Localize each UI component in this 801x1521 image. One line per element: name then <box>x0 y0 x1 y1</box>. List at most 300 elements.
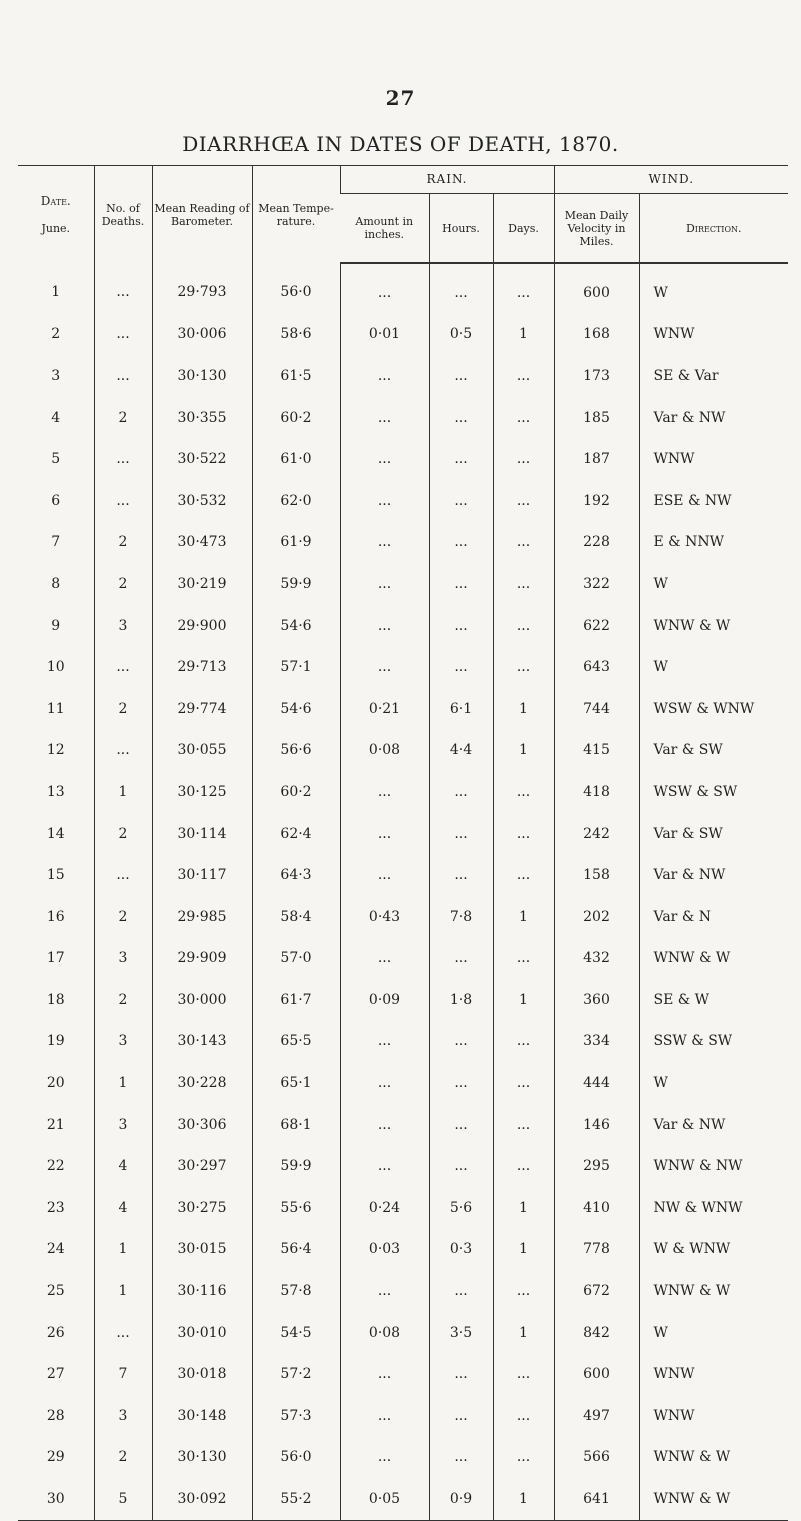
table-row <box>18 397 788 439</box>
cell-deaths: ... <box>94 355 152 397</box>
cell-wind-direction: NW & WNW <box>639 1187 788 1229</box>
cell-date: 22 <box>46 1158 65 1175</box>
cell-rain-amount: ... <box>340 263 429 314</box>
cell-wind-velocity: 410 <box>554 1187 639 1229</box>
cell-rain-hours: ... <box>429 1270 493 1312</box>
cell-barometer: 30·275 <box>152 1187 252 1229</box>
cell-rain-days: 1 <box>493 314 554 356</box>
table-row <box>18 355 788 397</box>
cell-rain-days: ... <box>493 355 554 397</box>
cell-wind-velocity: 185 <box>554 397 639 439</box>
cell-date: 13 <box>46 783 65 800</box>
cell-rain-hours: ... <box>429 480 493 522</box>
cell-wind-direction: SSW & SW <box>639 1021 788 1063</box>
cell-wind-velocity: 360 <box>554 979 639 1021</box>
cell-temperature: 57·3 <box>252 1395 340 1437</box>
cell-rain-hours: ... <box>429 938 493 980</box>
cell-barometer: 30·006 <box>152 314 252 356</box>
cell-temperature: 55·2 <box>252 1478 340 1520</box>
header-rain-amount: Amount in inches. <box>340 194 429 264</box>
cell-date: 30 <box>18 1478 94 1520</box>
cell-rain-amount: ... <box>340 438 429 480</box>
cell-date: 25 <box>46 1283 65 1300</box>
cell-barometer: 29·713 <box>152 646 252 688</box>
cell-temperature: 60·2 <box>252 771 340 813</box>
cell-deaths: ... <box>94 854 152 896</box>
cell-temperature: 58·4 <box>252 896 340 938</box>
cell-wind-velocity: 444 <box>554 1062 639 1104</box>
cell-deaths: ... <box>94 263 152 314</box>
cell-temperature: 65·5 <box>252 1021 340 1063</box>
cell-rain-amount: ... <box>340 1145 429 1187</box>
cell-rain-days: ... <box>493 1353 554 1395</box>
table-row <box>18 730 788 772</box>
cell-temperature: 61·9 <box>252 522 340 564</box>
cell-rain-amount: 0·08 <box>340 1312 429 1354</box>
cell-date: 2 <box>51 326 61 343</box>
cell-rain-amount: ... <box>340 1395 429 1437</box>
cell-rain-days: ... <box>493 1062 554 1104</box>
cell-rain-amount: ... <box>340 1437 429 1479</box>
cell-rain-amount: 0·05 <box>340 1478 429 1520</box>
cell-rain-days: ... <box>493 1437 554 1479</box>
cell-rain-hours: ... <box>429 1021 493 1063</box>
cell-date: 14 <box>46 825 65 842</box>
cell-wind-direction: Var & NW <box>639 397 788 439</box>
cell-wind-direction: WNW <box>639 1353 788 1395</box>
cell-wind-velocity: 192 <box>554 480 639 522</box>
cell-wind-direction: WNW & W <box>639 1437 788 1479</box>
cell-date: 28 <box>46 1407 65 1424</box>
cell-date: 9 <box>51 617 61 634</box>
cell-deaths: 2 <box>94 979 152 1021</box>
cell-rain-days: ... <box>493 480 554 522</box>
cell-rain-hours: ... <box>429 1145 493 1187</box>
cell-date: 16 <box>46 908 65 925</box>
cell-date: 7 <box>51 534 61 551</box>
table-row <box>18 1478 788 1520</box>
cell-date: 20 <box>46 1075 65 1092</box>
cell-rain-days: ... <box>493 854 554 896</box>
table-row <box>18 854 788 896</box>
page-title: DIARRHŒA IN DATES OF DEATH, 1870. <box>182 132 619 156</box>
cell-rain-hours: ... <box>429 646 493 688</box>
cell-temperature: 61·5 <box>252 355 340 397</box>
cell-deaths: 2 <box>94 813 152 855</box>
cell-wind-direction: ESE & NW <box>639 480 788 522</box>
header-wind-direction: Direction. <box>639 194 788 264</box>
cell-barometer: 30·055 <box>152 730 252 772</box>
cell-wind-velocity: 744 <box>554 688 639 730</box>
cell-temperature: 55·6 <box>252 1187 340 1229</box>
cell-date: 21 <box>46 1116 65 1133</box>
cell-rain-days: ... <box>493 771 554 813</box>
cell-barometer: 30·015 <box>152 1229 252 1271</box>
cell-rain-amount: ... <box>340 1062 429 1104</box>
cell-wind-direction: W <box>639 1312 788 1354</box>
cell-wind-velocity: 415 <box>554 730 639 772</box>
cell-rain-amount: ... <box>340 522 429 564</box>
table-body <box>18 263 788 1520</box>
cell-deaths: 1 <box>94 1270 152 1312</box>
table-row <box>18 438 788 480</box>
table-row <box>18 646 788 688</box>
cell-wind-direction: E & NNW <box>639 522 788 564</box>
cell-wind-direction: WSW & WNW <box>639 688 788 730</box>
cell-barometer: 30·228 <box>152 1062 252 1104</box>
cell-rain-hours: 4·4 <box>429 730 493 772</box>
cell-wind-velocity: 158 <box>554 854 639 896</box>
cell-rain-hours: ... <box>429 1395 493 1437</box>
cell-barometer: 30·355 <box>152 397 252 439</box>
cell-rain-days: ... <box>493 938 554 980</box>
cell-barometer: 30·130 <box>152 1437 252 1479</box>
header-rain-days: Days. <box>493 194 554 264</box>
header-wind-velocity: Mean Daily Velocity in Miles. <box>554 194 639 264</box>
cell-wind-velocity: 600 <box>554 263 639 314</box>
cell-rain-hours: 6·1 <box>429 688 493 730</box>
cell-temperature: 54·6 <box>252 605 340 647</box>
cell-wind-velocity: 168 <box>554 314 639 356</box>
cell-rain-hours: 0·5 <box>429 314 493 356</box>
cell-temperature: 59·9 <box>252 563 340 605</box>
table-row <box>18 314 788 356</box>
cell-temperature: 65·1 <box>252 1062 340 1104</box>
cell-barometer: 30·117 <box>152 854 252 896</box>
cell-wind-velocity: 173 <box>554 355 639 397</box>
table-row <box>18 1270 788 1312</box>
cell-rain-days: ... <box>493 605 554 647</box>
cell-deaths: ... <box>94 438 152 480</box>
cell-barometer: 30·092 <box>152 1478 252 1520</box>
cell-rain-hours: 3·5 <box>429 1312 493 1354</box>
cell-wind-velocity: 432 <box>554 938 639 980</box>
cell-temperature: 56·0 <box>252 263 340 314</box>
cell-rain-amount: ... <box>340 854 429 896</box>
cell-barometer: 30·148 <box>152 1395 252 1437</box>
cell-temperature: 59·9 <box>252 1145 340 1187</box>
table-row <box>18 1187 788 1229</box>
header-month-label: June. <box>41 221 71 235</box>
cell-deaths: ... <box>94 646 152 688</box>
cell-rain-hours: ... <box>429 263 493 314</box>
cell-barometer: 30·143 <box>152 1021 252 1063</box>
cell-barometer: 30·473 <box>152 522 252 564</box>
cell-rain-days: 1 <box>493 979 554 1021</box>
cell-date: 1 <box>51 284 61 301</box>
cell-deaths: 2 <box>94 563 152 605</box>
cell-wind-direction: SE & Var <box>639 355 788 397</box>
cell-wind-direction: WNW <box>639 438 788 480</box>
cell-wind-velocity: 187 <box>554 438 639 480</box>
cell-barometer: 30·000 <box>152 979 252 1021</box>
cell-deaths: 1 <box>94 771 152 813</box>
cell-barometer: 30·116 <box>152 1270 252 1312</box>
cell-barometer: 30·010 <box>152 1312 252 1354</box>
cell-wind-direction: WNW <box>639 1395 788 1437</box>
cell-date: 6 <box>51 492 61 509</box>
cell-rain-days: ... <box>493 646 554 688</box>
cell-deaths: 7 <box>94 1353 152 1395</box>
cell-date: 17 <box>46 950 65 967</box>
cell-rain-days: 1 <box>493 1312 554 1354</box>
table-row <box>18 605 788 647</box>
header-rain-hours: Hours. <box>429 194 493 264</box>
cell-wind-direction: WNW <box>639 314 788 356</box>
cell-deaths: ... <box>94 480 152 522</box>
cell-rain-days: 1 <box>493 1187 554 1229</box>
cell-wind-direction: W & WNW <box>639 1229 788 1271</box>
header-date-label: Date. <box>40 193 71 208</box>
cell-rain-hours: ... <box>429 813 493 855</box>
cell-wind-direction: WNW & W <box>639 1478 788 1520</box>
cell-rain-days: ... <box>493 563 554 605</box>
cell-barometer: 30·306 <box>152 1104 252 1146</box>
cell-date: 8 <box>51 575 61 592</box>
cell-rain-amount: ... <box>340 480 429 522</box>
cell-barometer: 30·219 <box>152 563 252 605</box>
cell-rain-hours: ... <box>429 1062 493 1104</box>
cell-temperature: 64·3 <box>252 854 340 896</box>
table-row <box>18 771 788 813</box>
cell-wind-direction: W <box>639 563 788 605</box>
cell-rain-amount: ... <box>340 1104 429 1146</box>
cell-deaths: ... <box>94 730 152 772</box>
cell-rain-amount: ... <box>340 771 429 813</box>
cell-date: 26 <box>46 1324 65 1341</box>
cell-rain-hours: 5·6 <box>429 1187 493 1229</box>
cell-wind-velocity: 418 <box>554 771 639 813</box>
cell-rain-amount: 0·24 <box>340 1187 429 1229</box>
cell-rain-days: ... <box>493 397 554 439</box>
weather-deaths-table <box>18 165 788 1521</box>
cell-barometer: 30·522 <box>152 438 252 480</box>
cell-rain-hours: 0·3 <box>429 1229 493 1271</box>
cell-wind-velocity: 497 <box>554 1395 639 1437</box>
cell-rain-days: ... <box>493 1021 554 1063</box>
cell-barometer: 30·114 <box>152 813 252 855</box>
cell-barometer: 30·532 <box>152 480 252 522</box>
cell-wind-direction: W <box>639 646 788 688</box>
cell-deaths: ... <box>94 1312 152 1354</box>
cell-rain-hours: ... <box>429 522 493 564</box>
cell-date: 15 <box>46 867 65 884</box>
cell-barometer: 29·900 <box>152 605 252 647</box>
cell-date: 24 <box>46 1241 65 1258</box>
cell-temperature: 62·0 <box>252 480 340 522</box>
cell-wind-velocity: 146 <box>554 1104 639 1146</box>
header-wind: WIND. <box>554 166 788 194</box>
cell-wind-velocity: 322 <box>554 563 639 605</box>
header-deaths: No. of Deaths. <box>94 166 152 264</box>
cell-deaths: 2 <box>94 397 152 439</box>
cell-wind-velocity: 242 <box>554 813 639 855</box>
cell-deaths: 3 <box>94 1104 152 1146</box>
cell-rain-days: 1 <box>493 1229 554 1271</box>
cell-rain-hours: 0·9 <box>429 1478 493 1520</box>
cell-barometer: 29·985 <box>152 896 252 938</box>
cell-rain-hours: ... <box>429 605 493 647</box>
cell-rain-hours: 7·8 <box>429 896 493 938</box>
cell-temperature: 57·0 <box>252 938 340 980</box>
header-barometer: Mean Reading of Barometer. <box>152 166 252 264</box>
cell-barometer: 29·774 <box>152 688 252 730</box>
cell-rain-amount: ... <box>340 813 429 855</box>
table-row <box>18 688 788 730</box>
cell-date: 23 <box>46 1199 65 1216</box>
cell-rain-amount: 0·09 <box>340 979 429 1021</box>
cell-rain-hours: ... <box>429 355 493 397</box>
cell-rain-amount: ... <box>340 646 429 688</box>
table-row <box>18 1395 788 1437</box>
cell-date: 29 <box>46 1449 65 1466</box>
cell-rain-hours: ... <box>429 1353 493 1395</box>
cell-deaths: 4 <box>94 1187 152 1229</box>
cell-deaths: 3 <box>94 1021 152 1063</box>
cell-temperature: 54·5 <box>252 1312 340 1354</box>
cell-rain-amount: 0·03 <box>340 1229 429 1271</box>
cell-temperature: 57·8 <box>252 1270 340 1312</box>
cell-rain-amount: ... <box>340 1270 429 1312</box>
table-row <box>18 813 788 855</box>
table-row <box>18 896 788 938</box>
cell-temperature: 58·6 <box>252 314 340 356</box>
cell-rain-amount: 0·08 <box>340 730 429 772</box>
cell-rain-amount: ... <box>340 1021 429 1063</box>
cell-deaths: ... <box>94 314 152 356</box>
cell-wind-direction: Var & N <box>639 896 788 938</box>
cell-deaths: 1 <box>94 1062 152 1104</box>
cell-rain-days: ... <box>493 1104 554 1146</box>
cell-wind-velocity: 842 <box>554 1312 639 1354</box>
table-row <box>18 1021 788 1063</box>
cell-wind-direction: WNW & W <box>639 1270 788 1312</box>
cell-temperature: 56·6 <box>252 730 340 772</box>
cell-deaths: 3 <box>94 605 152 647</box>
cell-wind-velocity: 228 <box>554 522 639 564</box>
cell-rain-amount: ... <box>340 563 429 605</box>
cell-rain-hours: ... <box>429 1437 493 1479</box>
page-number: 27 <box>385 86 416 110</box>
cell-rain-days: ... <box>493 1145 554 1187</box>
cell-wind-direction: WNW & NW <box>639 1145 788 1187</box>
cell-wind-direction: Var & SW <box>639 730 788 772</box>
cell-deaths: 5 <box>94 1478 152 1520</box>
header-temperature: Mean Tempe-rature. <box>252 166 340 264</box>
cell-date: 3 <box>51 367 61 384</box>
cell-rain-amount: 0·01 <box>340 314 429 356</box>
header-date <box>18 166 94 264</box>
cell-date: 12 <box>46 742 65 759</box>
cell-rain-amount: ... <box>340 1353 429 1395</box>
cell-rain-hours: ... <box>429 1104 493 1146</box>
cell-rain-hours: ... <box>429 438 493 480</box>
cell-temperature: 54·6 <box>252 688 340 730</box>
cell-rain-days: ... <box>493 263 554 314</box>
cell-wind-direction: W <box>639 1062 788 1104</box>
cell-barometer: 29·793 <box>152 263 252 314</box>
cell-wind-direction: WNW & W <box>639 938 788 980</box>
table-row <box>18 480 788 522</box>
cell-temperature: 68·1 <box>252 1104 340 1146</box>
cell-rain-days: 1 <box>493 896 554 938</box>
table-row <box>18 1104 788 1146</box>
cell-barometer: 30·297 <box>152 1145 252 1187</box>
cell-rain-hours: ... <box>429 771 493 813</box>
cell-wind-direction: Var & NW <box>639 854 788 896</box>
cell-temperature: 60·2 <box>252 397 340 439</box>
cell-rain-hours: ... <box>429 397 493 439</box>
cell-rain-days: ... <box>493 813 554 855</box>
cell-rain-amount: 0·43 <box>340 896 429 938</box>
cell-temperature: 56·0 <box>252 1437 340 1479</box>
cell-wind-velocity: 334 <box>554 1021 639 1063</box>
cell-rain-amount: ... <box>340 397 429 439</box>
table-row <box>18 1312 788 1354</box>
cell-date: 4 <box>51 409 61 426</box>
cell-rain-hours: 1·8 <box>429 979 493 1021</box>
table-row <box>18 1229 788 1271</box>
table-row <box>18 979 788 1021</box>
cell-rain-days: ... <box>493 1270 554 1312</box>
cell-rain-days: 1 <box>493 688 554 730</box>
cell-rain-hours: ... <box>429 563 493 605</box>
cell-wind-direction: W <box>639 263 788 314</box>
cell-rain-days: ... <box>493 522 554 564</box>
cell-rain-amount: ... <box>340 605 429 647</box>
cell-wind-velocity: 643 <box>554 646 639 688</box>
cell-wind-direction: Var & SW <box>639 813 788 855</box>
cell-wind-velocity: 566 <box>554 1437 639 1479</box>
cell-barometer: 30·018 <box>152 1353 252 1395</box>
cell-wind-direction: Var & NW <box>639 1104 788 1146</box>
cell-wind-direction: WSW & SW <box>639 771 788 813</box>
table-row <box>18 563 788 605</box>
cell-date: 10 <box>46 659 65 676</box>
cell-rain-hours: ... <box>429 854 493 896</box>
cell-rain-amount: ... <box>340 938 429 980</box>
cell-temperature: 56·4 <box>252 1229 340 1271</box>
cell-deaths: 2 <box>94 896 152 938</box>
header-rain: RAIN. <box>340 166 554 194</box>
cell-temperature: 62·4 <box>252 813 340 855</box>
cell-wind-velocity: 202 <box>554 896 639 938</box>
cell-temperature: 61·7 <box>252 979 340 1021</box>
cell-wind-velocity: 778 <box>554 1229 639 1271</box>
cell-date: 19 <box>46 1033 65 1050</box>
cell-barometer: 30·125 <box>152 771 252 813</box>
table-row <box>18 1437 788 1479</box>
cell-temperature: 57·2 <box>252 1353 340 1395</box>
cell-deaths: 2 <box>94 688 152 730</box>
cell-wind-direction: WNW & W <box>639 605 788 647</box>
cell-deaths: 3 <box>94 938 152 980</box>
cell-rain-amount: 0·21 <box>340 688 429 730</box>
cell-wind-velocity: 641 <box>554 1478 639 1520</box>
cell-deaths: 3 <box>94 1395 152 1437</box>
cell-temperature: 61·0 <box>252 438 340 480</box>
cell-deaths: 1 <box>94 1229 152 1271</box>
cell-rain-days: 1 <box>493 1478 554 1520</box>
table-row <box>18 522 788 564</box>
cell-rain-days: ... <box>493 438 554 480</box>
cell-barometer: 29·909 <box>152 938 252 980</box>
cell-date: 18 <box>46 991 65 1008</box>
cell-date: 27 <box>46 1366 65 1383</box>
cell-rain-days: ... <box>493 1395 554 1437</box>
cell-date: 11 <box>46 700 65 717</box>
table-row <box>18 1062 788 1104</box>
